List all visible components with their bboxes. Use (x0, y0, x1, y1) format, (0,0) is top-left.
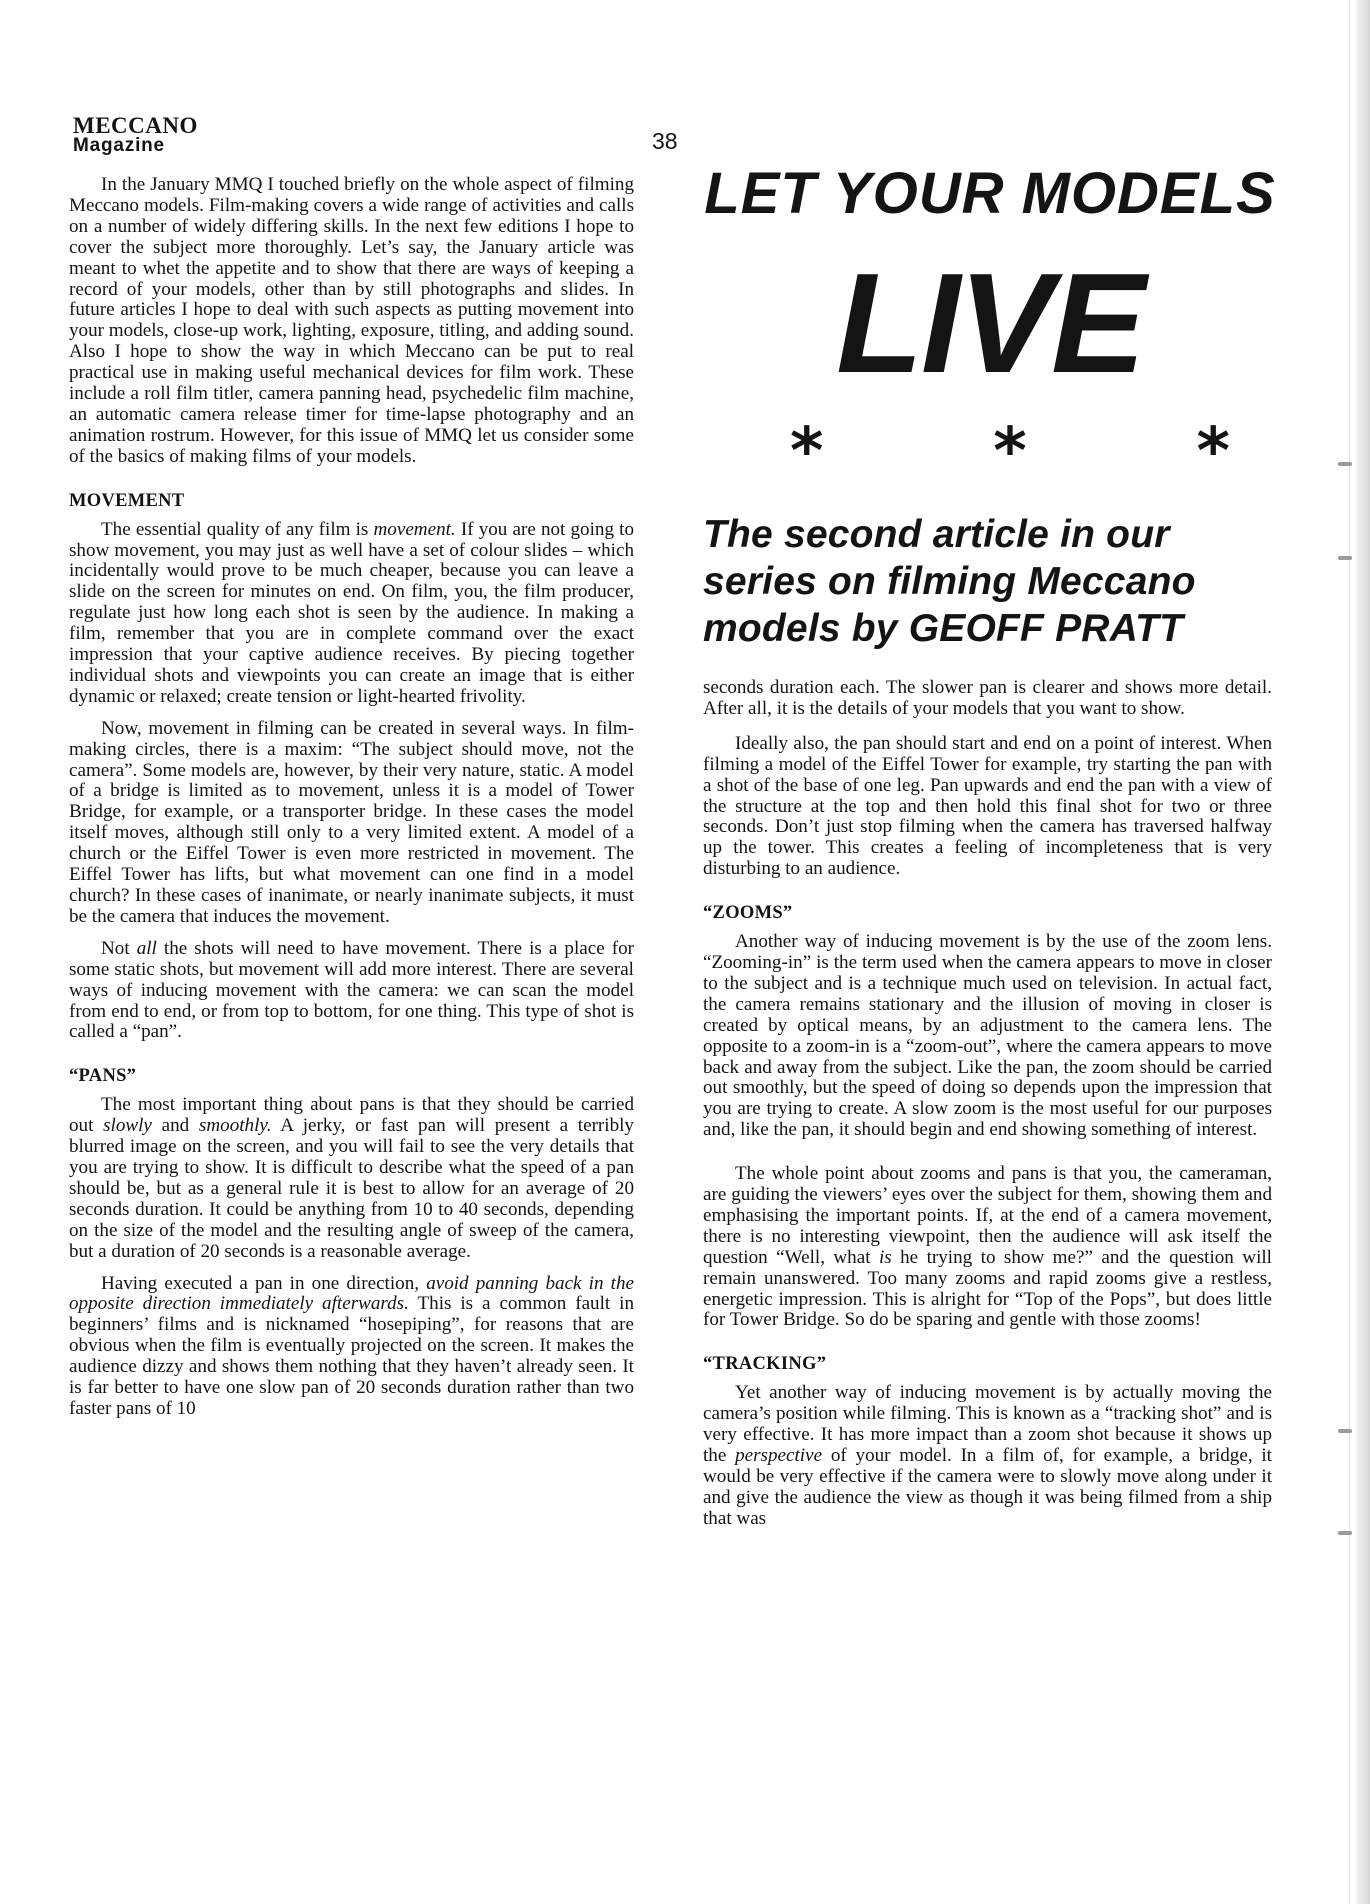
section-heading-tracking: “TRACKING” (703, 1354, 827, 1375)
right-column (703, 678, 1272, 1541)
asterisk: * (790, 415, 824, 489)
intro-paragraph: In the January MMQ I touched briefly on the whole aspect of filming Meccano models. Film-making covers a wide range of activities and calls on a number of widely differing skills. In the next few editions I hope to cover the subject more thoroughly. Let’s say, the January article was meant to whet the appetite and to show that there are ways of keeping a record of your models, other than by still photographs and slides. In future articles I hope to deal with such aspects as putting movement into your models, close-up work, lighting, exposure, titling, and adding sound. Also I hope to show the way in which Meccano can be put to real practical use in making useful mechanical devices for film work. These include a roll film titler, camera panning head, psychedelic film machine, an automatic camera release timer for time-lapse photography and an animation rostrum. However, for this issue of MMQ let us consider some of the basics of making films of your models. (69, 174, 634, 467)
paragraph: Having executed a pan in one direction, avoid panning back in the opposite direction immediately afterwards. This is a common fault in beginners’ films and is nicknamed “hosepiping”, for reasons that are obvious when the film is eventually projected on the screen. It makes the audience dizzy and shows them nothing that they haven’t already seen. It is far better to have one slow pan of 20 seconds duration rather than two faster pans of 10 (69, 1272, 634, 1419)
headline-line-1: LET YOUR MODELS (704, 161, 1276, 226)
magazine-masthead (73, 114, 198, 155)
margin-mark (1338, 556, 1352, 560)
section-heading-pans: “PANS” (69, 1066, 137, 1087)
asterisk: * (993, 415, 1027, 489)
masthead-line-1: MECCANO (73, 113, 198, 138)
asterisk: * (1196, 415, 1230, 489)
section-heading-zooms: “ZOOMS” (703, 903, 793, 924)
page-edge-line (1349, 0, 1350, 1904)
paragraph: The whole point about zooms and pans is that you, the cameraman, are guiding the viewers’ eyes over the subject for them, showing them and emphasising the important points. If, at the end of a camera movement, there is no interesting viewpoint, then the audience will ask itself the question “Well, what is he trying to show me?” and the question will remain unanswered. Too many zooms and rapid zooms give a restless, energetic impression. This is alright for “Top of the Pops”, but does little for Tower Bridge. So do be sparing and gentle with those zooms! (703, 1163, 1272, 1331)
margin-mark (1338, 1531, 1352, 1535)
left-column (69, 175, 634, 1431)
section-heading-movement: MOVEMENT (69, 490, 185, 511)
paragraph: The essential quality of any film is movement. If you are not going to show movement, you may just as well have a set of colour slides – which incidentally would prove to be much cheaper, because you can leave a slide on the screen for minutes on end. On film, you, the film producer, regulate just how long each shot is seen by the audience. In making a film, remember that you are in complete command over the exact impression that your captive audience receives. By piecing together individual shots and viewpoints you can create an image that is either dynamic or relaxed; create tension or light-hearted frivolity. (69, 518, 634, 707)
headline-line-2: LIVE (836, 244, 1144, 403)
article-subtitle: The second article in our series on filming Meccano models by GEOFF PRATT (703, 513, 1196, 650)
margin-mark (1338, 462, 1352, 466)
paragraph: Yet another way of inducing movement is by actually moving the camera’s position while filming. This is known as a “tracking shot” and is very effective. It has more impact than a zoom shot because it shows up the perspective of your model. In a film of, for example, a bridge, it would be very effective if the camera were to slowly move along under it and give the audience the view as though it was being filmed from a ship that was (703, 1382, 1272, 1529)
page-number: 38 (652, 128, 678, 154)
paragraph: Now, movement in filming can be created in several ways. In film-making circles, there is a maxim: “The subject should move, not the camera”. Some models are, however, by their very nature, static. A model of a bridge is limited as to movement, unless it is a model of Tower Bridge, for example, or a transporter bridge. In these cases the model itself moves, although still only to a very limited extent. A model of a church or the Eiffel Tower is even more restricted in movement. The Eiffel Tower has lifts, but what movement can one find in a model church? In these cases of inanimate, or nearly inanimate subjects, it must be the camera that induces the movement. (69, 717, 634, 927)
masthead-line-2: Magazine (73, 135, 165, 156)
margin-mark (1338, 1429, 1352, 1433)
continued-paragraph: seconds duration each. The slower pan is clearer and shows more detail. After all, it is the details of your models that you want to show. (703, 677, 1272, 719)
paragraph: Not all the shots will need to have movement. There is a place for some static shots, but movement will add more interest. There are several ways of inducing movement with the camera: we can scan the model from end to end, or from top to bottom, for one thing. This type of shot is called a “pan”. (69, 937, 634, 1043)
paragraph: Another way of inducing movement is by the use of the zoom lens. “Zooming-in” is the term used when the camera appears to move in closer to the subject and is a technique much used on television. In actual fact, the camera remains stationary and the illusion of moving in closer is created by optical means, by an adjustment to the camera lens. The opposite to a zoom-in is a “zoom-out”, where the camera appears to move back and away from the subject. Like the pan, the zoom should be carried out smoothly, but the speed of doing so depends upon the impression that you are trying to create. A slow zoom is the most useful for our purposes and, like the pan, it should begin and end showing something of interest. (703, 931, 1272, 1141)
asterisk-ornament (790, 415, 1230, 489)
page-edge-shadow (1356, 0, 1370, 1904)
paragraph: Ideally also, the pan should start and end on a point of interest. When filming a model of the Eiffel Tower for example, try starting the pan with a shot of the base of one leg. Pan upwards and end the pan with a view of the structure at the top and then hold this final shot for two or three seconds. Don’t just stop filming when the camera has traversed halfway up the tower. This creates a feeling of incompleteness that is very disturbing to an audience. (703, 732, 1272, 880)
paragraph: The most important thing about pans is that they should be carried out slowly and smoothly. A jerky, or fast pan will present a terribly blurred image on the screen, and you will fail to see the very details that you are trying to show. It is difficult to describe what the speed of a pan should be, but as a general rule it is best to allow for an average of 20 seconds duration. It could be anything from 10 to 40 seconds, depending on the size of the model and the resulting angle of sweep of the camera, but a duration of 20 seconds is a reasonable average. (69, 1094, 634, 1262)
